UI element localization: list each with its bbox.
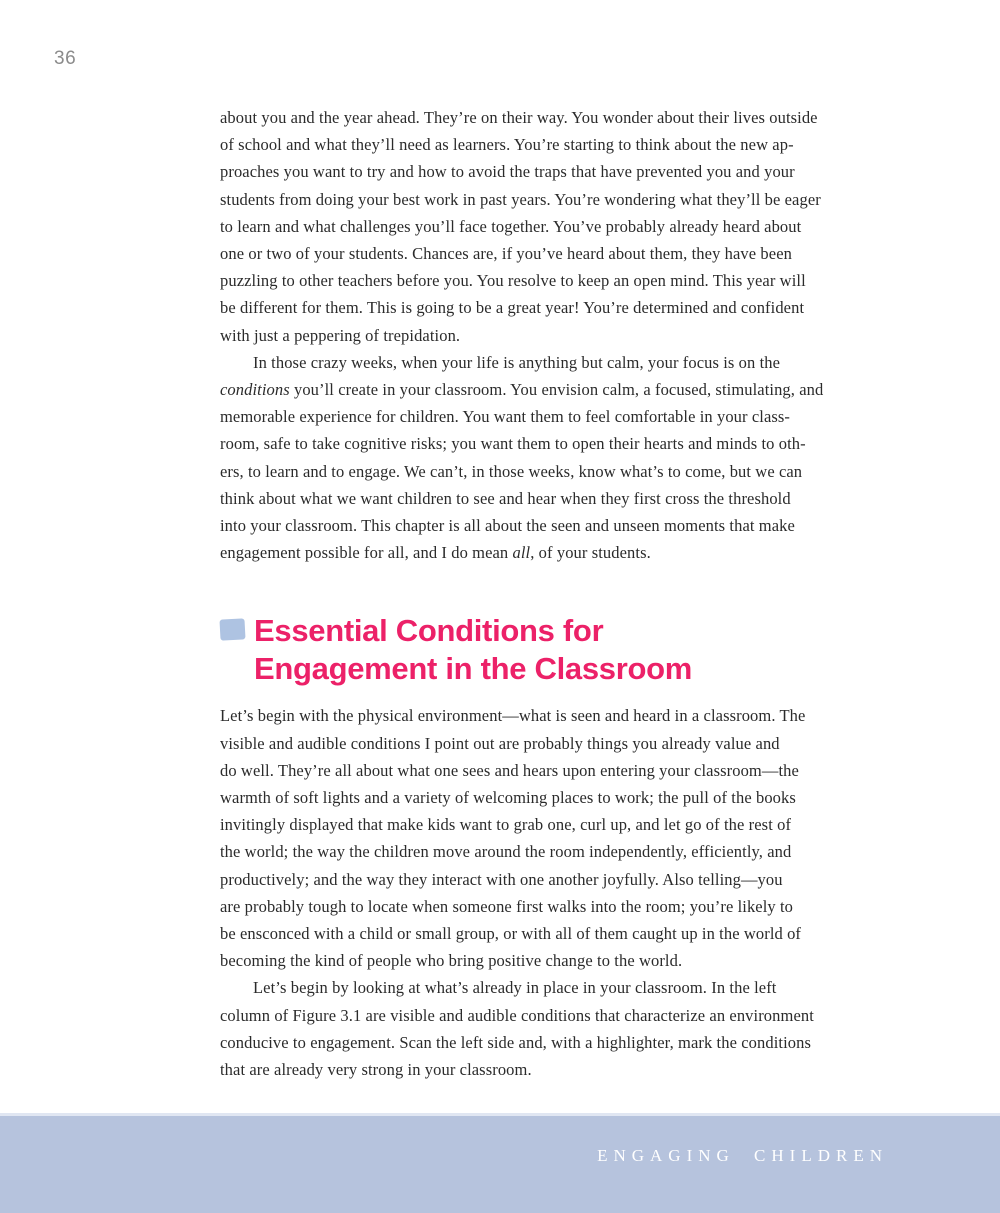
text-line: students from doing your best work in past years. You’re wondering what they’ll be eager [220, 189, 821, 209]
text-line: do well. They’re all about what one sees and hears upon entering your classroom—the [220, 760, 799, 780]
text-line: room, safe to take cognitive risks; you want them to open their hearts and minds to oth- [220, 434, 806, 454]
text-line: productively; and the way they interact with one another joyfully. Also telling—you [220, 869, 783, 889]
text-line: Let’s begin with the physical environment—what is seen and heard in a classroom. The [220, 706, 806, 726]
text-line: invitingly displayed that make kids want to grab one, curl up, and let go of the rest of [220, 815, 792, 835]
text-line: that are already very strong in your classroom. [220, 1060, 532, 1080]
text-line: warmth of soft lights and a variety of welcoming places to work; the pull of the books [220, 788, 796, 808]
section-heading-text [254, 612, 692, 688]
text-line: to learn and what challenges you’ll face together. You’ve probably already heard about [220, 216, 802, 236]
text-line: ers, to learn and to engage. We can’t, in those weeks, know what’s to come, but we can [220, 461, 803, 481]
text-line: column of Figure 3.1 are visible and audible conditions that characterize an environment [220, 1005, 814, 1025]
text-line: visible and audible conditions I point out are probably things you already value and [220, 733, 780, 753]
text-line: into your classroom. This chapter is all about the seen and unseen moments that make [220, 516, 795, 536]
text-line: think about what we want children to see and hear when they first cross the threshold [220, 488, 791, 508]
text-column [220, 104, 900, 1083]
text-line: puzzling to other teachers before you. You resolve to keep an open mind. This year will [220, 271, 806, 291]
text-line: with just a peppering of trepidation. [220, 325, 461, 345]
text-line: In those crazy weeks, when your life is anything but calm, your focus is on the [253, 352, 781, 372]
footer-band [0, 1113, 1000, 1213]
text-line: the world; the way the children move around the room independently, efficiently, and [220, 842, 792, 862]
text-line: proaches you want to try and how to avoid the traps that have prevented you and your [220, 162, 795, 182]
text-line: memorable experience for children. You want them to feel comfortable in your class- [220, 407, 791, 427]
text-line: Let’s begin by looking at what’s already in place in your classroom. In the left [253, 978, 777, 998]
square-marker-icon [219, 619, 245, 641]
text-line: be different for them. This is going to be a great year! You’re determined and confident [220, 298, 805, 318]
text-line: be ensconced with a child or small group, or with all of them caught up in the world of [220, 924, 802, 944]
text-line: one or two of your students. Chances are, if you’ve heard about them, they have been [220, 244, 792, 264]
heading-line-2: Engagement in the Classroom [254, 651, 693, 687]
text-line: about you and the year ahead. They’re on their way. You wonder about their lives outside [220, 108, 818, 127]
section-heading [220, 612, 900, 688]
paragraph-3 [220, 702, 900, 974]
text-line: of school and what they’ll need as learners. You’re starting to think about the new ap- [220, 135, 794, 155]
page-number: 36 [54, 48, 77, 69]
text-line: are probably tough to locate when someone first walks into the room; you’re likely to [220, 896, 794, 916]
text-line: conducive to engagement. Scan the left side and, with a highlighter, mark the conditions [220, 1032, 811, 1052]
heading-line-1: Essential Conditions for [254, 613, 604, 649]
text-line: conditions you’ll create in your classroom. You envision calm, a focused, stimulating, and [220, 380, 824, 400]
text-line: engagement possible for all, and I do mean all, of your students. [220, 543, 651, 563]
running-footer-title: ENGAGING CHILDREN [597, 1146, 888, 1165]
text-line: becoming the kind of people who bring positive change to the world. [220, 951, 683, 971]
paragraph-1 [220, 104, 900, 349]
paragraph-2 [220, 349, 900, 567]
paragraph-4 [220, 974, 900, 1083]
